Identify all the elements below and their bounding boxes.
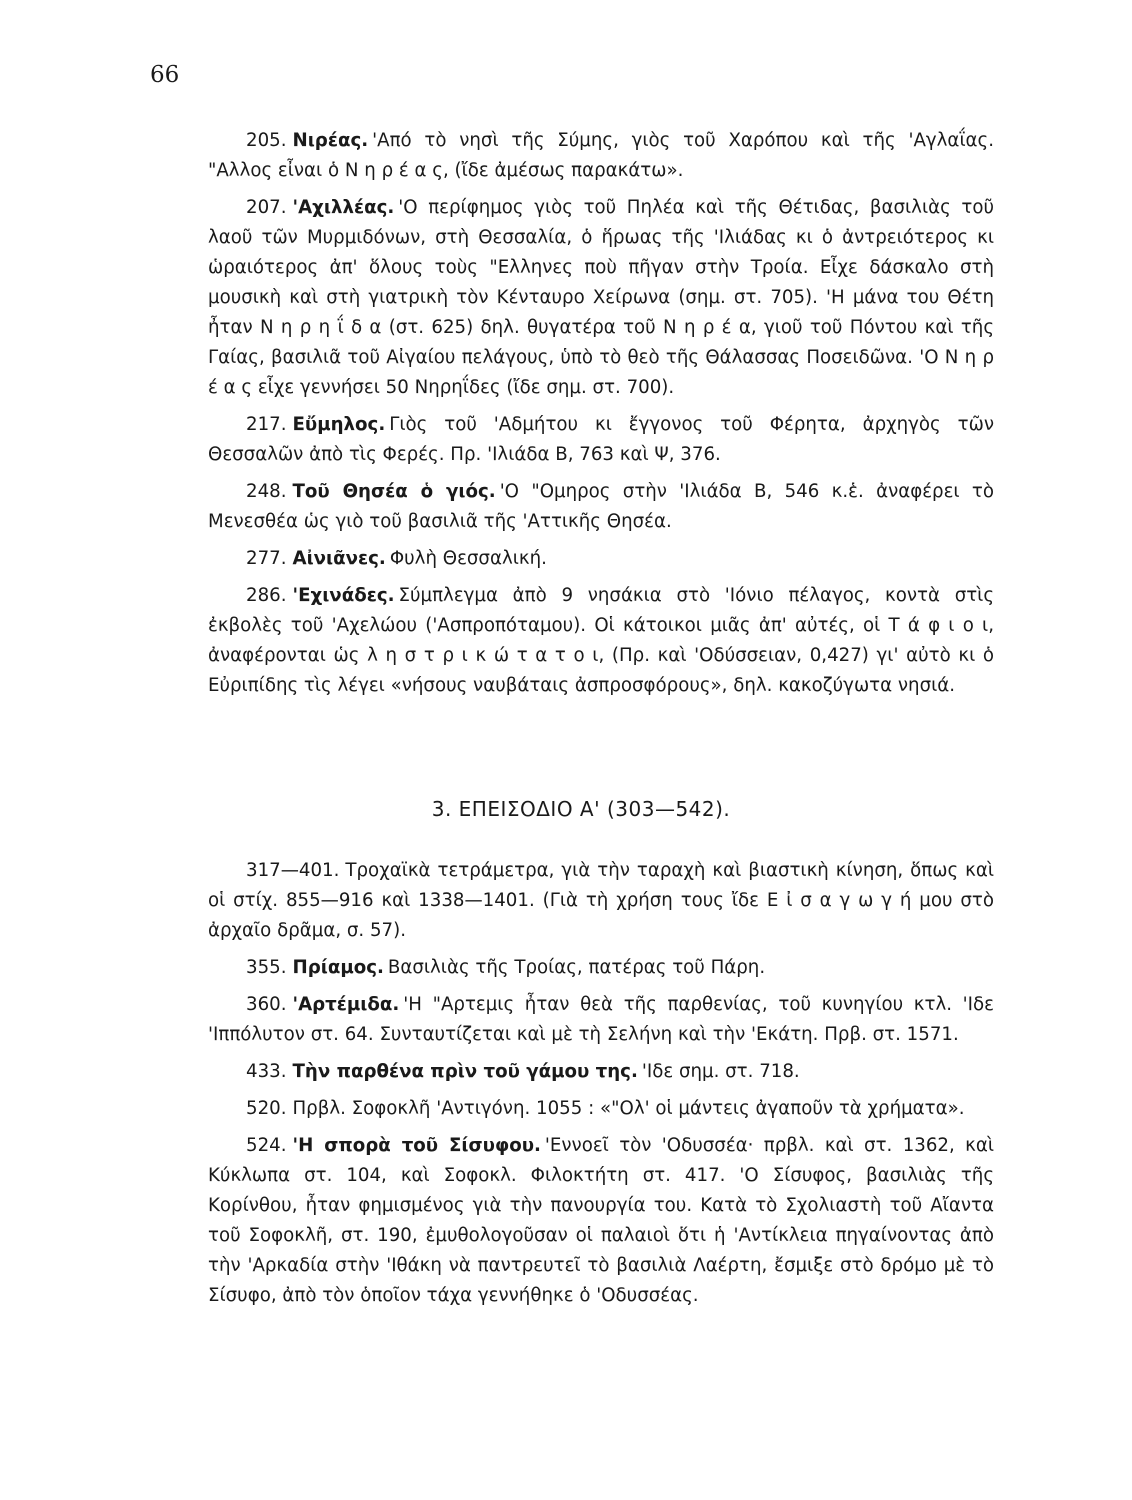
note xyxy=(208,193,994,403)
note xyxy=(208,126,994,186)
note xyxy=(208,410,994,470)
note-text: 'Ο περίφημος γιὸς τοῦ Πηλέα καὶ τῆς Θέτιδας, βασιλιὰς τοῦ λαοῦ τῶν Μυρμιδόνων, στὴ Θεσσαλία, ὁ ἥρωας τῆς 'Ιλιάδας κι ὁ ἀντρειότερος κι ὡραιότερος ἀπ' ὅλους τοὺς "Ελληνες ποὺ πῆγαν στὴν Τροία. Εἶχε δάσκαλο στὴ μουσικὴ καὶ στὴ γιατρικὴ τὸν Κένταυρο Χείρωνα (σημ. στ. 705). 'Η μάνα του Θέτη ἦταν Ν η ρ η ΐ δ α (στ. 625) δηλ. θυγατέρα τοῦ Ν η ρ έ α, γιοῦ τοῦ Πόντου καὶ τῆς Γαίας, βασιλιᾶ τοῦ Αἰγαίου πελάγους, ὑπὸ τὸ θεὸ τῆς Θάλασσας Ποσειδῶνα. 'Ο Ν η ρ έ α ς εἶχε γεννήσει 50 Νηρηΐδες (ἴδε σημ. στ. 700). xyxy=(208,197,994,398)
note xyxy=(208,581,994,701)
note xyxy=(208,1094,994,1124)
note xyxy=(208,1057,994,1087)
note xyxy=(208,1131,994,1311)
note-number: 277. xyxy=(246,548,287,569)
note-lemma: 'Η σπορὰ τοῦ Σίσυφου. xyxy=(292,1135,541,1156)
note-text: Τροχαϊκὰ τετράμετρα, γιὰ τὴν ταραχὴ καὶ βιαστικὴ κίνηση, ὅπως καὶ οἱ στίχ. 855—916 καὶ 1338—1401. (Γιὰ τὴ χρήση τους ἴδε Ε ἰ σ α γ ω γ ή μου στὸ ἀρχαῖο δρᾶμα, σ. 57). xyxy=(208,860,994,941)
note-text: Γιὸς τοῦ 'Αδμήτου κι ἔγγονος τοῦ Φέρητα, ἀρχηγὸς τῶν Θεσσαλῶν ἀπὸ τὶς Φερές. Πρ. 'Ιλιάδα Β, 763 καὶ Ψ, 376. xyxy=(208,414,994,465)
note-lemma: 'Αρτέμιδα. xyxy=(292,994,400,1015)
note-text: Φυλὴ Θεσσαλική. xyxy=(389,548,547,569)
note-text: 'Ο "Ομηρος στὴν 'Ιλιάδα Β, 546 κ.ἑ. ἀναφέρει τὸ Μενεσθέα ὡς γιὸ τοῦ βασιλιᾶ τῆς 'Αττικῆς Θησέα. xyxy=(208,481,994,532)
note xyxy=(208,990,994,1050)
note-text: Πρβλ. Σοφοκλῆ 'Αντιγόνη. 1055 : «"Ολ' οἱ μάντεις ἀγαποῦν τὰ χρήματα». xyxy=(292,1098,965,1119)
note-text: 'Εννοεῖ τὸν 'Οδυσσέα· πρβλ. καὶ στ. 1362, καὶ Κύκλωπα στ. 104, καὶ Σοφοκλ. Φιλοκτήτη στ. 417. 'Ο Σίσυφος, βασιλιὰς τῆς Κορίνθου, ἦταν φημισμένος γιὰ τὴν πανουργία του. Κατὰ τὸ Σχολιαστὴ τοῦ Αἴαντα τοῦ Σοφοκλῆ, στ. 190, ἐμυθολογοῦσαν οἱ παλαιοὶ ὅτι ἡ 'Αντίκλεια πηγαίνοντας ἀπὸ τὴν 'Αρκαδία στὴν 'Ιθάκη νὰ παντρευτεῖ τὸ βασιλιὰ Λαέρτη, ἔσμιξε στὸ δρόμο μὲ τὸ Σίσυφο, ἀπὸ τὸν ὁποῖον τάχα γεννήθηκε ὁ 'Οδυσσέας. xyxy=(208,1135,994,1306)
note-lemma: Αἰνιᾶνες. xyxy=(292,548,386,569)
note-number: 205. xyxy=(246,130,287,151)
note-lemma: Εὔμηλος. xyxy=(292,414,386,435)
note-number: 355. xyxy=(246,957,287,978)
note-text: 'Η "Αρτεμις ἦταν θεὰ τῆς παρθενίας, τοῦ κυνηγίου κτλ. 'Ιδε 'Ιππόλυτον στ. 64. Συνταυτίζεται καὶ μὲ τὴ Σελήνη καὶ τὴν 'Εκάτη. Πρβ. στ. 1571. xyxy=(208,994,994,1045)
note-lemma: Τὴν παρθένα πρὶν τοῦ γάμου της. xyxy=(292,1061,638,1082)
note xyxy=(208,544,994,574)
note-number: 360. xyxy=(246,994,287,1015)
note-text: Σύμπλεγμα ἀπὸ 9 νησάκια στὸ 'Ιόνιο πέλαγος, κοντὰ στὶς ἐκβολὲς τοῦ 'Αχελώου ('Ασπροπόταμου). Οἱ κάτοικοι μιᾶς ἀπ' αὐτές, οἱ Τ ά φ ι ο ι, ἀναφέρονται ὡς λ η σ τ ρ ι κ ώ τ α τ ο ι, (Πρ. καὶ 'Οδύσσειαν, 0,427) γι' αὐτὸ κι ὁ Εὐριπίδης τὶς λέγει «νήσους ναυβάταις ἀσπροσφόρους», δηλ. κακοζύγωτα νησιά. xyxy=(208,585,994,696)
note-lemma: Νιρέας. xyxy=(292,130,369,151)
note xyxy=(208,477,994,537)
note-lemma: 'Εχινάδες. xyxy=(292,585,395,606)
note-number: 524. xyxy=(246,1135,287,1156)
notes-block-bottom xyxy=(208,856,994,1318)
note-number: 207. xyxy=(246,197,287,218)
note-text: 'Ιδε σημ. στ. 718. xyxy=(641,1061,800,1082)
note-number: 286. xyxy=(246,585,287,606)
note-number: 317—401. xyxy=(246,860,340,881)
note-lemma: Πρίαμος. xyxy=(292,957,384,978)
notes-block-top xyxy=(208,126,994,708)
note-number: 217. xyxy=(246,414,287,435)
note xyxy=(208,953,994,983)
note-number: 520. xyxy=(246,1098,287,1119)
note-text: Βασιλιὰς τῆς Τροίας, πατέρας τοῦ Πάρη. xyxy=(387,957,766,978)
page-number: 66 xyxy=(150,62,180,88)
note xyxy=(208,856,994,946)
section-heading: 3. ΕΠΕΙΣΟΔΙΟ Α' (303—542). xyxy=(431,797,731,821)
note-number: 248. xyxy=(246,481,287,502)
note-lemma: 'Αχιλλέας. xyxy=(292,197,395,218)
note-text: 'Από τὸ νησὶ τῆς Σύμης, γιὸς τοῦ Χαρόπου καὶ τῆς 'Αγλαΐας. "Αλλος εἶναι ὁ Ν η ρ έ α ς, (ἴδε ἀμέσως παρακάτω». xyxy=(208,130,994,181)
note-number: 433. xyxy=(246,1061,287,1082)
note-lemma: Τοῦ Θησέα ὁ γιός. xyxy=(292,481,496,502)
